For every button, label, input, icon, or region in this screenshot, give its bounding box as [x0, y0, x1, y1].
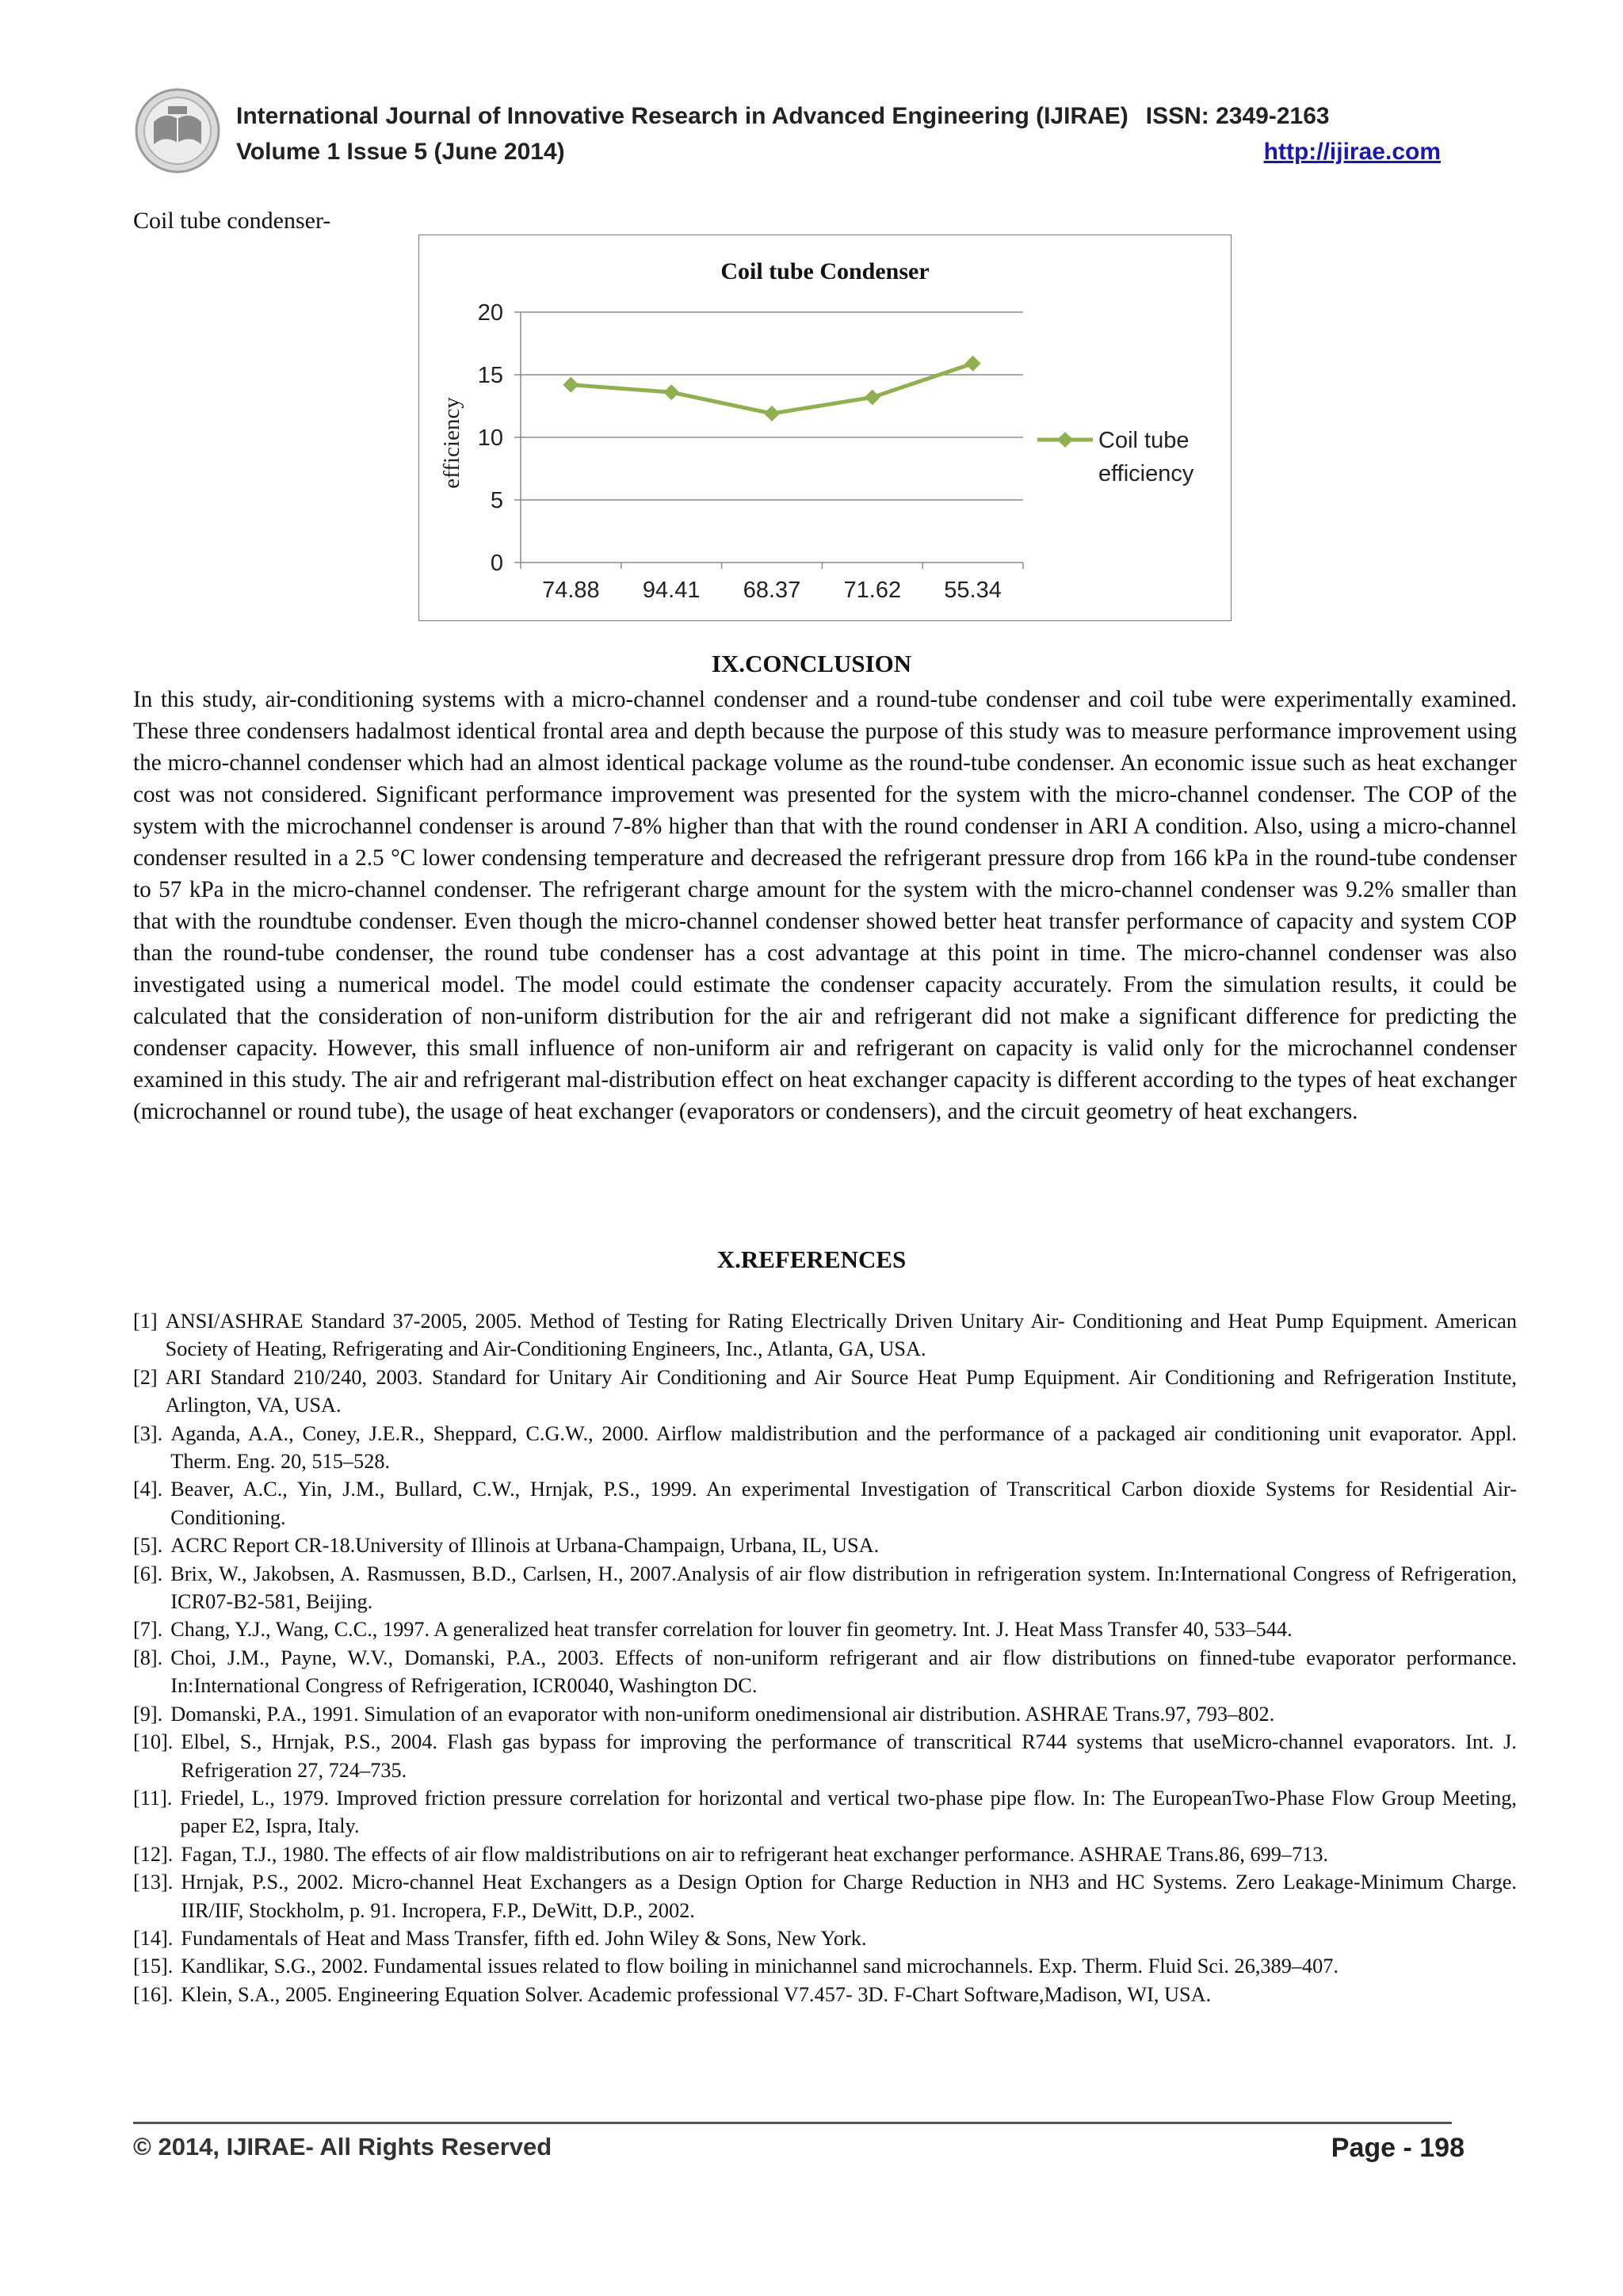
reference-item [133, 1475, 1517, 1531]
x-tick-label: 94.41 [642, 578, 701, 603]
reference-item [133, 1868, 1517, 1924]
figure-caption: Coil tube condenser- [133, 208, 331, 234]
data-point-marker [764, 406, 780, 421]
y-tick-label: 15 [477, 363, 503, 388]
chart-ylabel: efficiency [439, 397, 464, 489]
legend-label: Coil tube [1098, 428, 1190, 453]
reference-text: Hrnjak, P.S., 2002. Micro-channel Heat Exchangers as a Design Option for Charge Reduction in NH3 and HC Systems. Zero Leakage-Minimum Charge. IIR/IIF, Stockholm, p. 91. Incropera, F.P., DeWitt, D.P., 2002. [181, 1871, 1517, 1922]
legend-marker [1057, 432, 1073, 448]
journal-title: International Journal of Innovative Research in Advanced Engineering (IJIRAE) [236, 103, 1128, 129]
journal-volume: Volume 1 Issue 5 (June 2014) [236, 139, 565, 165]
reference-text: Kandlikar, S.G., 2002. Fundamental issues related to flow boiling in minichannel sand microchannels. Exp. Therm. Fluid Sci. 26,389–407. [181, 1955, 1339, 1978]
reference-text: Friedel, L., 1979. Improved friction pressure correlation for horizontal and vertical two-phase pipe flow. In: The EuropeanTwo-Phase Flow Group Meeting, paper E2, Ispra, Italy. [180, 1786, 1517, 1838]
chart-canvas [419, 235, 1232, 622]
references-heading: X.REFERENCES [716, 1245, 907, 1273]
y-tick-label: 5 [490, 488, 503, 513]
journal-header [133, 87, 1441, 174]
x-tick-label: 71.62 [843, 578, 902, 603]
reference-item [133, 1981, 1517, 2008]
coil-tube-chart [418, 235, 1232, 621]
reference-text: Elbel, S., Hrnjak, P.S., 2004. Flash gas bypass for improving the performance of transcritical R744 systems that useMicro-channel evaporators. Int. J. Refrigeration 27, 724–735. [181, 1730, 1517, 1782]
journal-issn: ISSN: 2349-2163 [1145, 103, 1330, 129]
reference-number: [15]. [133, 1955, 174, 1978]
footer-divider [133, 2122, 1452, 2124]
conclusion-paragraph: In this study, air-conditioning systems with a micro-channel condenser and a round-tube condenser and coil tube were experimentally examined. These three condensers hadalmost identical frontal area and depth because the purpose of this study was to measure performance improvement using the micro-channel condenser which had an almost identical package volume as the round-tube condenser. An economic issue such as heat exchanger cost was not considered. Significant performance improvement was presented for the system with the micro-channel condenser. The COP of the system with the microchannel condenser is around 7-8% higher than that with the round condenser in ARI A condition. Also, using a micro-channel condenser resulted in a 2.5 °C lower condensing temperature and decreased the refrigerant pressure drop from 166 kPa in the round-tube condenser to 57 kPa in the micro-channel condenser. The refrigerant charge amount for the system with the micro-channel condenser was 9.2% smaller than that with the roundtube condenser. Even though the micro-channel condenser showed better heat transfer performance of capacity and system COP than the round-tube condenser, the round tube condenser has a cost advantage at this point in time. The micro-channel condenser was also investigated using a numerical model. The model could estimate the condenser capacity accurately. From the simulation results, it could be calculated that the consideration of non-uniform distribution for the air and refrigerant did not make a significant difference for predicting the condenser capacity. However, this small influence of non-uniform air and refrigerant on capacity is valid only for the microchannel condenser examined in this study. The air and refrigerant mal-distribution effect on heat exchanger capacity is different according to the types of heat exchanger (microchannel or round tube), the usage of heat exchanger (evaporators or condensers), and the circuit geometry of heat exchangers. [133, 687, 1517, 1124]
reference-text: ANSI/ASHRAE Standard 37-2005, 2005. Method of Testing for Rating Electrically Driven Unitary Air- Conditioning and Heat Pump Equipment. American Society of Heating, Refrigerating and Air-Conditioning Engineers, Inc., Atlanta, GA, USA. [165, 1310, 1517, 1361]
reference-item [133, 1307, 1517, 1363]
reference-item [133, 1784, 1517, 1840]
data-point-marker [965, 356, 981, 372]
reference-text: Choi, J.M., Payne, W.V., Domanski, P.A., 2003. Effects of non-uniform refrigerant and air flow distributions on finned-tube evaporator performance. In:International Congress of Refrigeration, ICR0040, Washington DC. [170, 1646, 1517, 1698]
reference-text: Aganda, A.A., Coney, J.E.R., Sheppard, C.G.W., 2000. Airflow maldistribution and the performance of a packaged air conditioning unit evaporator. Appl. Therm. Eng. 20, 515–528. [170, 1421, 1517, 1474]
reference-number: [11]. [133, 1786, 173, 1810]
x-tick-label: 68.37 [743, 578, 801, 603]
reference-number: [9]. [133, 1702, 163, 1726]
reference-number: [13]. [133, 1871, 174, 1894]
reference-number: [1] [133, 1310, 158, 1333]
reference-item [133, 1952, 1517, 1980]
chart-title: Coil tube Condenser [720, 258, 930, 284]
reference-item [133, 1700, 1517, 1728]
reference-text: ARI Standard 210/240, 2003. Standard for Unitary Air Conditioning and Air Source Heat Pump Equipment. Air Conditioning and Refrigeration Institute, Arlington, VA, USA. [165, 1365, 1517, 1417]
y-tick-label: 20 [477, 300, 503, 326]
reference-text: Domanski, P.A., 1991. Simulation of an evaporator with non-uniform onedimensional air distribution. ASHRAE Trans.97, 793–802. [170, 1702, 1275, 1726]
reference-text: Chang, Y.J., Wang, C.C., 1997. A generalized heat transfer correlation for louver fin geometry. Int. J. Heat Mass Transfer 40, 533–544. [170, 1618, 1293, 1642]
reference-number: [14]. [133, 1926, 174, 1950]
data-point-marker [663, 384, 679, 400]
journal-url-link[interactable]: http://ijirae.com [1263, 139, 1441, 165]
data-point-marker [865, 389, 880, 405]
reference-text: Brix, W., Jakobsen, A. Rasmussen, B.D., Carlsen, H., 2007.Analysis of air flow distribution in refrigeration system. In:International Congress of Refrigeration, ICR07-B2-581, Beijing. [170, 1562, 1517, 1614]
reference-item [133, 1840, 1517, 1868]
reference-item [133, 1363, 1517, 1420]
reference-text: Beaver, A.C., Yin, J.M., Bullard, C.W., Hrnjak, P.S., 1999. An experimental Investigation of Transcritical Carbon dioxide Systems for Residential Air-Conditioning. [170, 1478, 1517, 1529]
references-list [133, 1307, 1517, 2008]
reference-number: [3]. [133, 1421, 163, 1445]
reference-text: ACRC Report CR-18.University of Illinois at Urbana-Champaign, Urbana, IL, USA. [170, 1534, 880, 1558]
reference-number: [8]. [133, 1646, 163, 1669]
reference-number: [2] [133, 1365, 158, 1389]
reference-item [133, 1420, 1517, 1476]
x-tick-label: 55.34 [944, 578, 1002, 603]
conclusion-heading: IX.CONCLUSION [711, 650, 912, 677]
reference-number: [7]. [133, 1618, 163, 1642]
reference-number: [6]. [133, 1562, 163, 1585]
legend-label: efficiency [1098, 461, 1194, 486]
reference-number: [5]. [133, 1534, 163, 1558]
data-point-marker [563, 377, 579, 393]
reference-item [133, 1644, 1517, 1700]
x-tick-label: 74.88 [542, 578, 600, 603]
reference-item [133, 1924, 1517, 1952]
journal-logo [133, 87, 222, 174]
reference-number: [12]. [133, 1842, 174, 1866]
reference-item [133, 1560, 1517, 1616]
reference-item [133, 1531, 1517, 1559]
y-tick-label: 10 [477, 425, 503, 451]
y-tick-label: 0 [490, 551, 503, 576]
reference-number: [10]. [133, 1730, 174, 1754]
reference-item [133, 1728, 1517, 1784]
reference-number: [16]. [133, 1982, 174, 2006]
reference-text: Fagan, T.J., 1980. The effects of air flow maldistributions on air to refrigerant heat exchanger performance. ASHRAE Trans.86, 699–713. [181, 1842, 1329, 1866]
reference-text: Fundamentals of Heat and Mass Transfer, fifth ed. John Wiley & Sons, New York. [181, 1926, 867, 1950]
footer-page-number: Page - 198 [1331, 2133, 1465, 2163]
reference-number: [4]. [133, 1478, 163, 1501]
footer-copyright: © 2014, IJIRAE- All Rights Reserved [133, 2133, 552, 2161]
reference-text: Klein, S.A., 2005. Engineering Equation Solver. Academic professional V7.457- 3D. F-Chart Software,Madison, WI, USA. [181, 1982, 1212, 2006]
reference-item [133, 1615, 1517, 1643]
